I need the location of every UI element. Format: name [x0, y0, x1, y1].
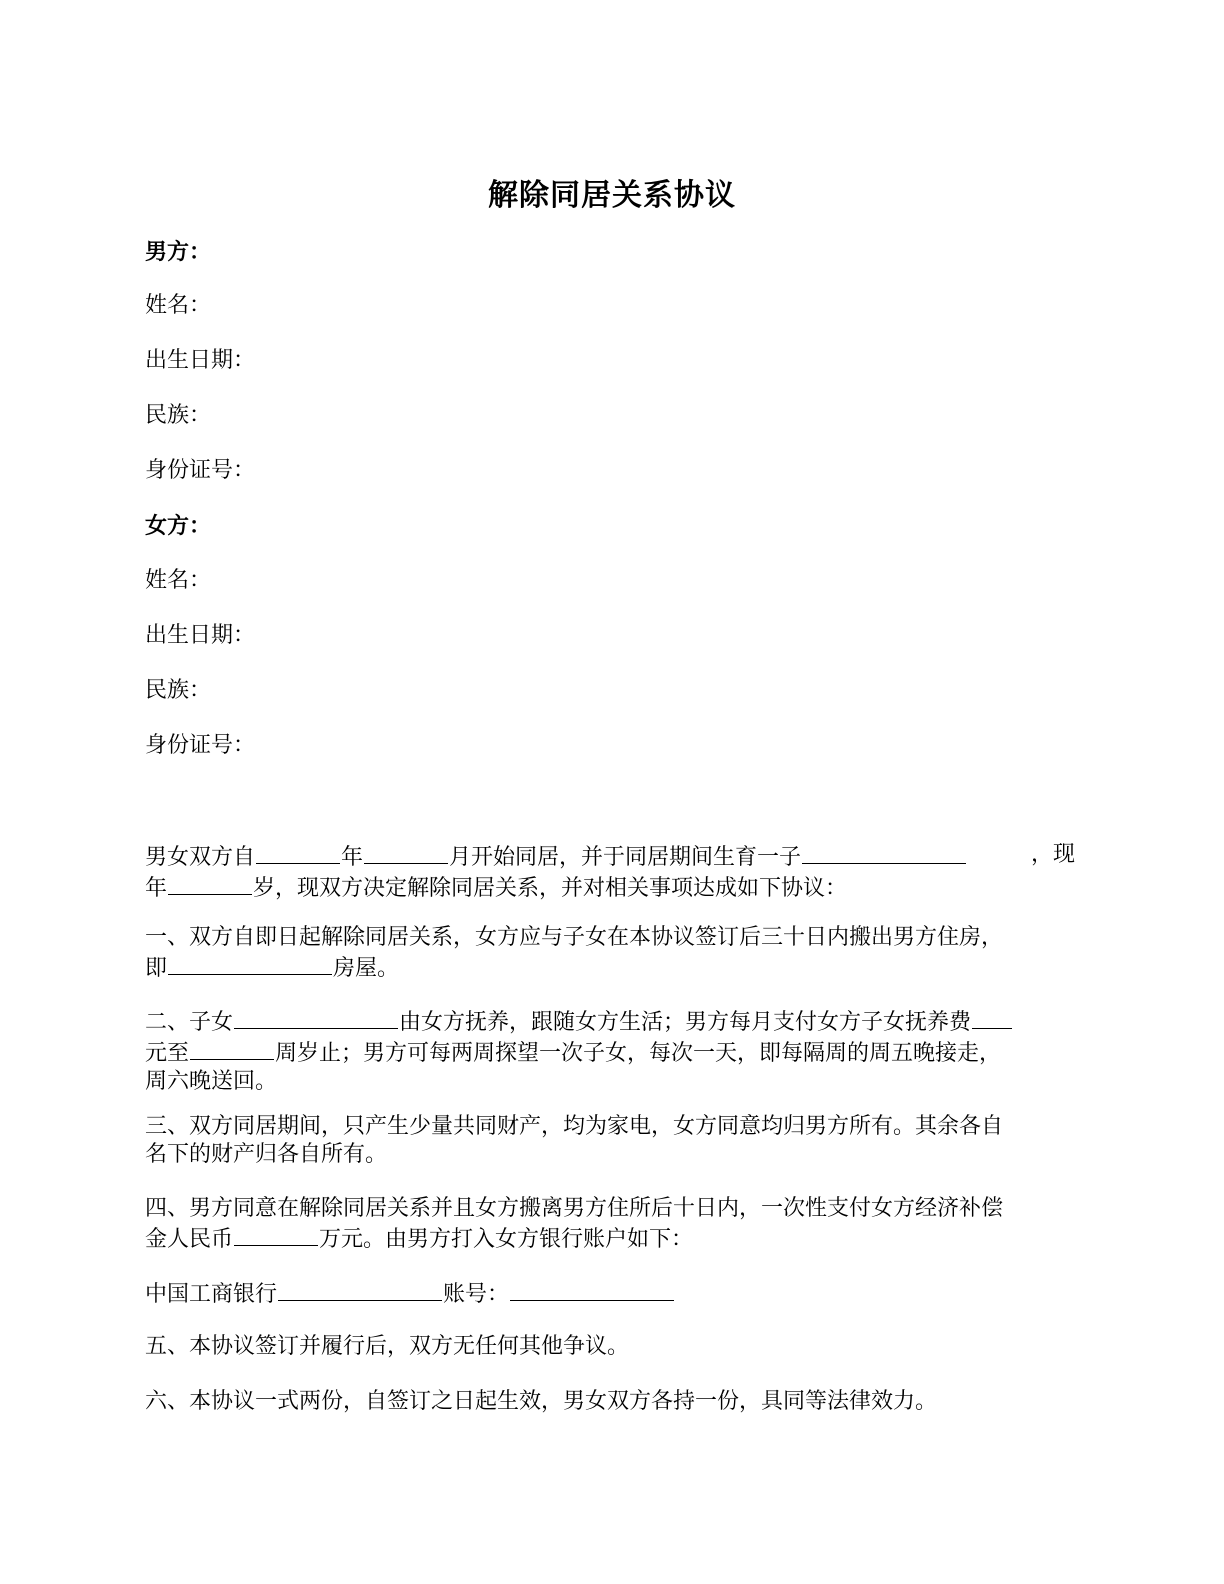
clause-5: 五、本协议签订并履行后，双方无任何其他争议。: [145, 1334, 630, 1359]
clause-2-line-2: [145, 1037, 1075, 1068]
female-name-label: 姓名：: [145, 568, 212, 593]
clause-1-text-2: 即: [145, 956, 168, 981]
bank-line: [145, 1278, 1075, 1309]
clause-4-line-2: [145, 1223, 1075, 1254]
house-address-blank: [168, 952, 332, 975]
clause-2-text-3: 元至: [145, 1041, 190, 1066]
account-number-blank: [510, 1278, 674, 1301]
clause-2-text-2: 由女方抚养，跟随女方生活；男方每月支付女方子女抚养费: [399, 1010, 972, 1035]
intro-text-3: 月开始同居，并于同居期间生育一子: [449, 845, 802, 870]
clause-4-line-1: 四、男方同意在解除同居关系并且女方搬离男方住所后十日内，一次性支付女方经济补偿: [145, 1196, 1004, 1221]
support-age-blank: [190, 1037, 274, 1060]
intro-text-4: ，现: [1030, 842, 1075, 867]
clause-1-text-3: 房屋。: [333, 956, 400, 981]
clause-3-line-2: 名下的财产归各自所有。: [145, 1142, 388, 1167]
intro-text-5: 年: [145, 876, 168, 901]
clause-2: [145, 1006, 1075, 1096]
compensation-amount-blank: [234, 1223, 318, 1246]
clause-3-line-1: 三、双方同居期间，只产生少量共同财产，均为家电，女方同意均归男方所有。其余各自: [145, 1114, 1004, 1139]
intro-text-2: 年: [341, 845, 364, 870]
clause-1: [145, 924, 1075, 983]
intro-line-2: [145, 872, 1075, 903]
clause-2-text-4: 周岁止；男方可每两周探望一次子女，每次一天，即每隔周的周五晚接走，: [275, 1041, 1002, 1066]
document-title: 解除同居关系协议: [488, 178, 736, 213]
child-age-blank: [168, 872, 252, 895]
clause-4-text-2: 万元。由男方打入女方银行账户如下：: [319, 1227, 694, 1252]
male-heading: 男方：: [145, 239, 212, 265]
clause-2-text-1: 二、子女: [145, 1010, 234, 1035]
female-heading: 女方：: [145, 513, 212, 539]
child-name-blank: [802, 841, 966, 864]
clause-6: 六、本协议一式两份，自签订之日起生效，男女双方各持一份，具同等法律效力。: [145, 1389, 938, 1414]
clause-2-line-1: [145, 1006, 1075, 1037]
intro-text-1: 男女双方自: [145, 845, 256, 870]
clause-4: [145, 1195, 1075, 1254]
male-id-label: 身份证号：: [145, 458, 256, 483]
bank-branch-blank: [278, 1278, 442, 1301]
intro-text-6: 岁，现双方决定解除同居关系，并对相关事项达成如下协议：: [253, 876, 848, 901]
clause-3: [145, 1113, 1075, 1169]
bank-name-label: 中国工商银行: [145, 1282, 278, 1307]
male-name-label: 姓名：: [145, 293, 212, 318]
male-birth-label: 出生日期：: [145, 348, 256, 373]
intro-line-1: [145, 841, 1075, 872]
female-ethnicity-label: 民族：: [145, 678, 212, 703]
account-label: 账号：: [443, 1282, 510, 1307]
female-id-label: 身份证号：: [145, 733, 256, 758]
clause-1-line-1: 一、双方自即日起解除同居关系，女方应与子女在本协议签订后三十日内搬出男方住房，: [145, 925, 1004, 950]
clause-1-line-2: [145, 952, 1075, 983]
clause-4-text-1: 金人民币: [145, 1227, 234, 1252]
child-name-blank-2: [234, 1006, 398, 1029]
male-ethnicity-label: 民族：: [145, 403, 212, 428]
support-amount-blank: [972, 1006, 1012, 1029]
cohabit-year-blank: [256, 841, 340, 864]
clause-2-line-3: 周六晚送回。: [145, 1069, 278, 1094]
intro-paragraph: [145, 841, 1075, 903]
cohabit-month-blank: [364, 841, 448, 864]
female-birth-label: 出生日期：: [145, 623, 256, 648]
